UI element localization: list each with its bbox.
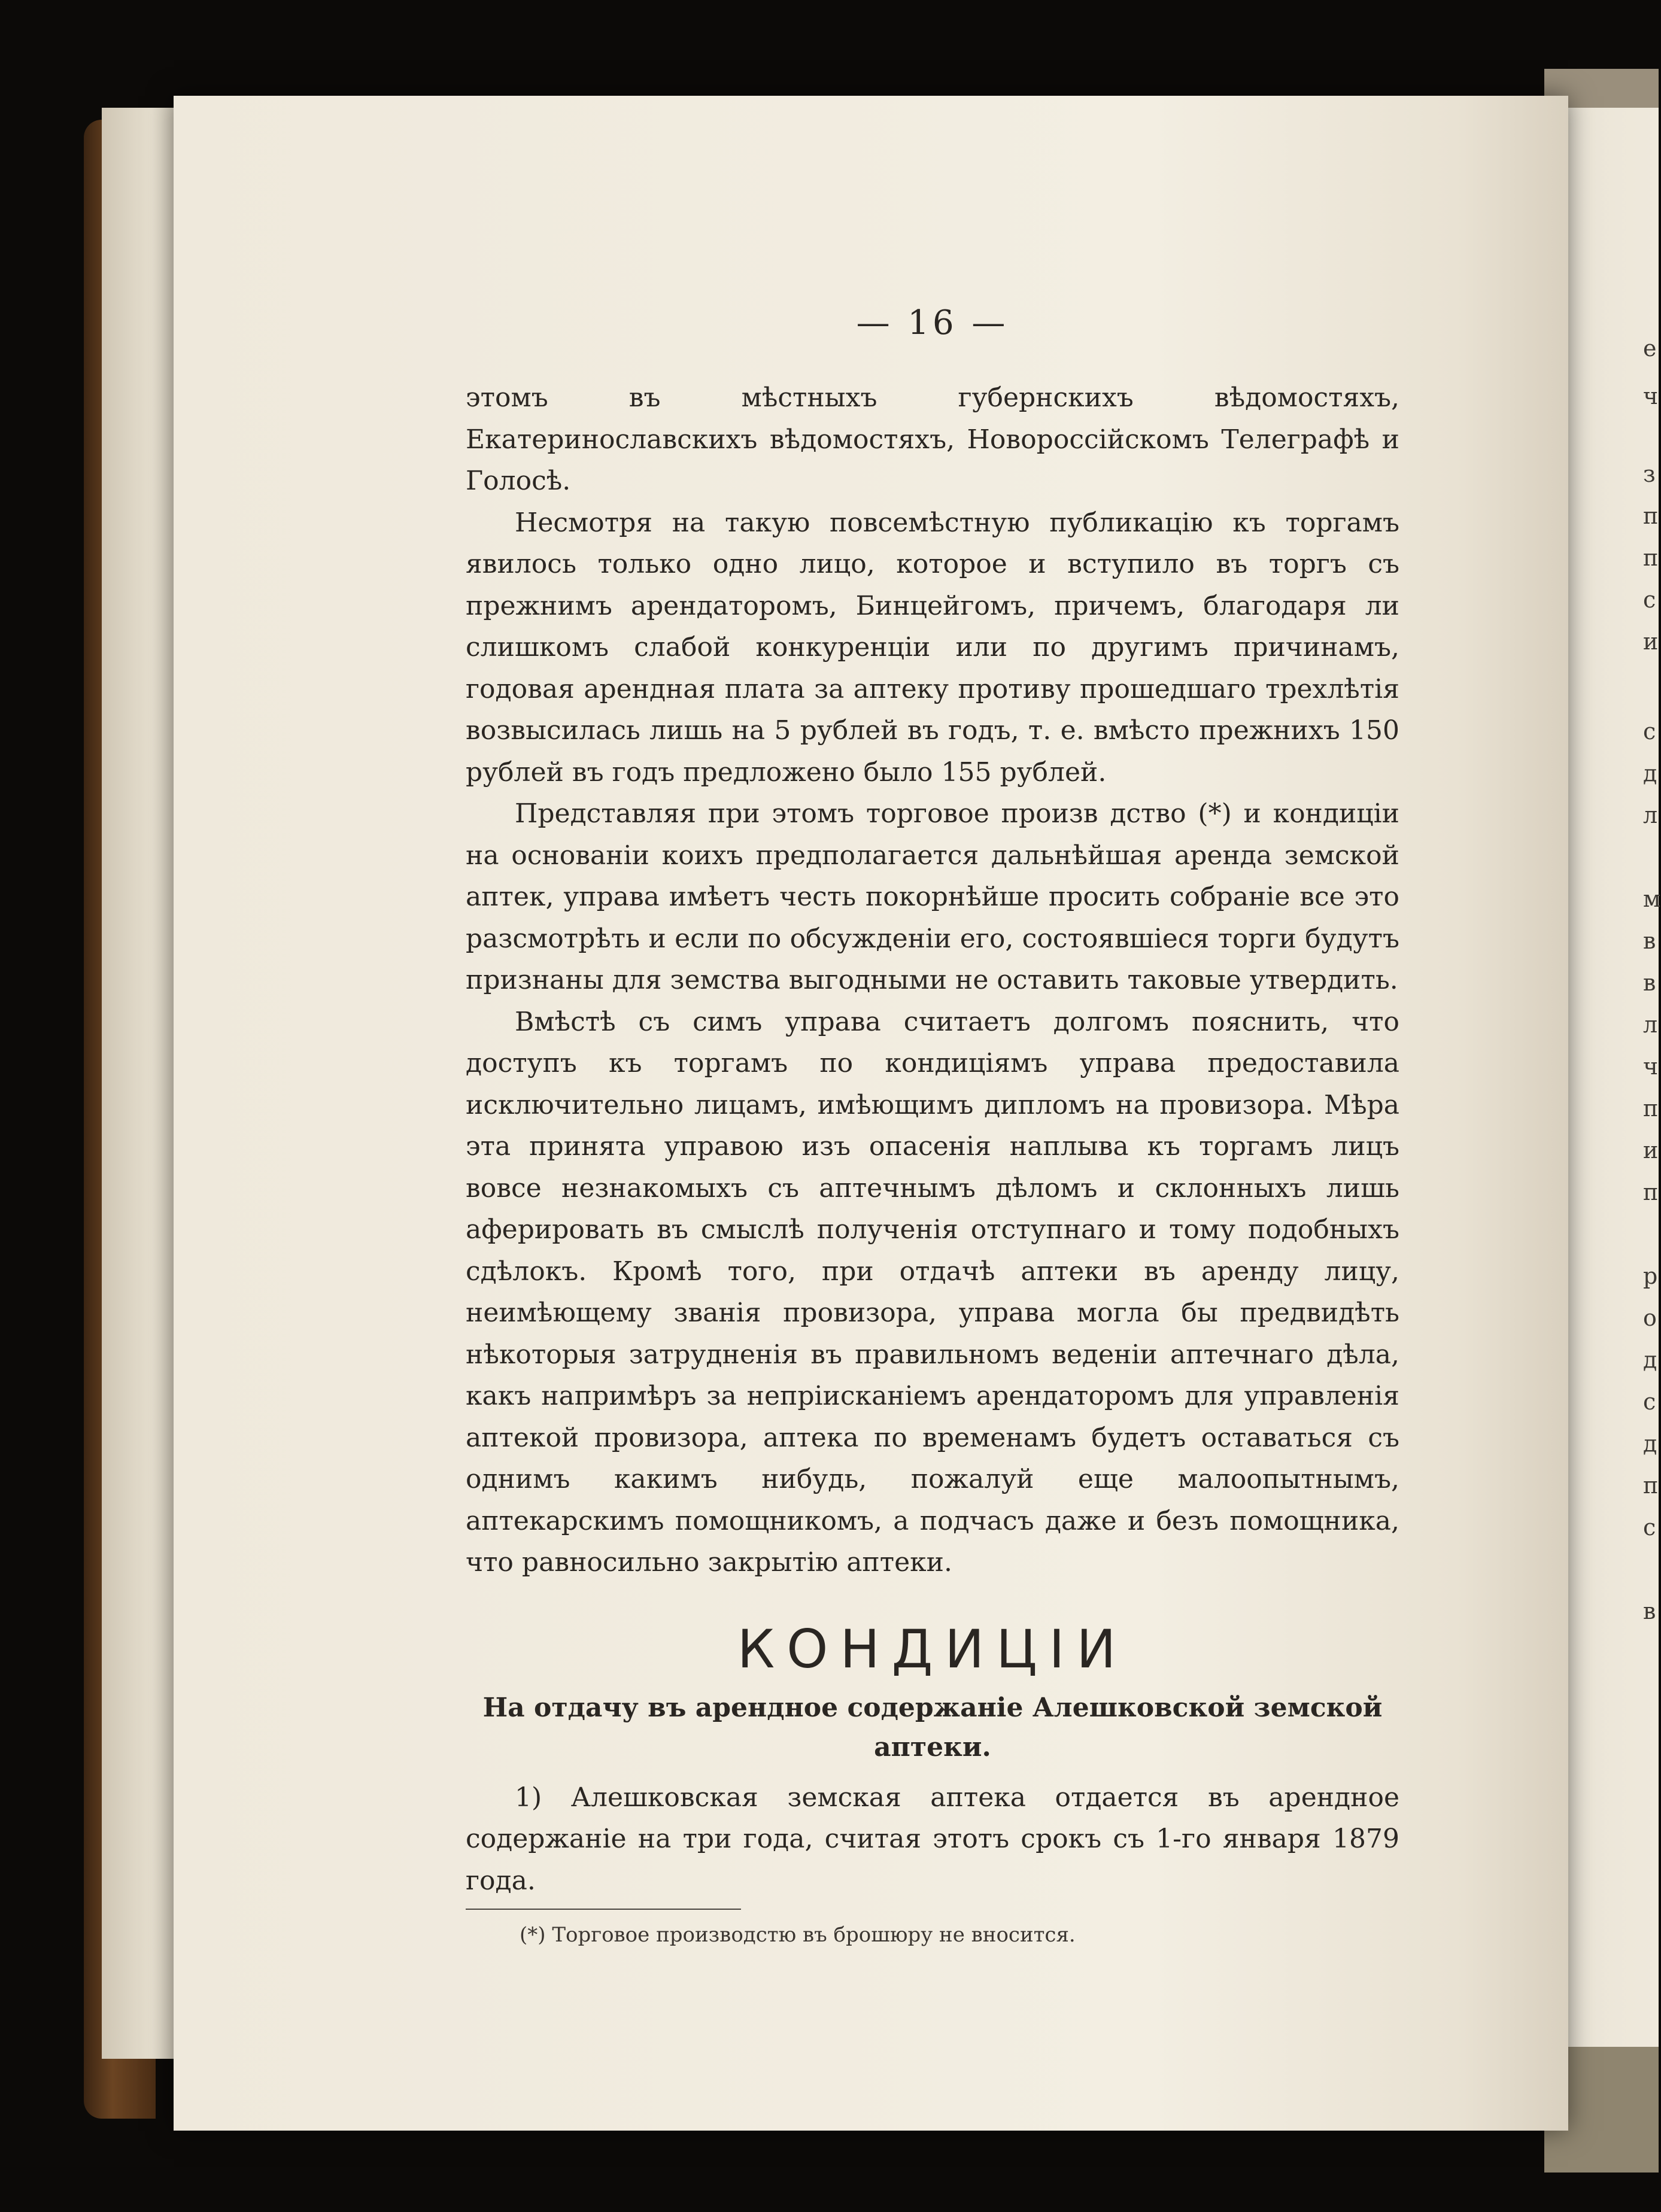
facing-page-fragment: д: [1643, 1430, 1657, 1457]
paragraph-publication: Несмотря на такую повсемѣстную публикацію къ торгамъ явилось только одно лицо, которое и вступило въ торгъ съ прежнимъ арендаторомъ, Бинцейгомъ, причемъ, благодаря ли слишкомъ слабой конкуренціи или по другимъ причинамъ, годовая арендная плата за аптеку противу прошедшаго трехлѣтія возвысилась лишь на 5 рублей въ годъ, т. е. вмѣсто прежнихъ 150 рублей въ годъ предложено было 155 рублей.: [466, 507, 1399, 788]
facing-page-fragment: ч: [1643, 383, 1659, 409]
facing-page-fragment: л: [1643, 1011, 1658, 1038]
facing-page-fragment: с: [1643, 587, 1656, 613]
facing-page-fragment: п: [1643, 1095, 1659, 1122]
facing-page-fragment: з: [1643, 461, 1656, 487]
facing-page-fragment: е: [1643, 335, 1657, 361]
footnote-divider: [466, 1909, 741, 1910]
facing-page-fragment: п: [1643, 1179, 1659, 1205]
facing-page-fragment: ч: [1643, 1053, 1659, 1080]
page-number: — 16 —: [856, 303, 1009, 342]
facing-page-fragment: и: [1643, 628, 1659, 655]
facing-page-fragment: с: [1643, 1514, 1656, 1540]
section-subheading: На отдачу въ арендное содержаніе Алешковской земской аптеки.: [482, 1692, 1383, 1763]
paragraph-continuation: этомъ въ мѣстныхъ губернскихъ вѣдомостяхъ, Екатеринославскихъ вѣдомостяхъ, Новороссійскомъ Телеграфѣ и Голосѣ.: [466, 382, 1399, 496]
facing-page-fragment: в: [1643, 970, 1656, 996]
section-heading: КОНДИЦІИ: [737, 1618, 1128, 1680]
footnote: (*) Торговое производстю въ брошюру не вносится.: [520, 1923, 1076, 1947]
facing-page-fragment: д: [1643, 1347, 1657, 1373]
facing-page-fragment: м: [1643, 886, 1661, 912]
condition-item-1: 1) Алешковская земская аптека отдается въ арендное содержаніе на три года, считая этотъ срокъ съ 1-го января 1879 года.: [466, 1782, 1399, 1896]
facing-page-fragment: п: [1643, 503, 1659, 529]
page-content: [466, 299, 1399, 1949]
facing-page-fragment: д: [1643, 760, 1657, 786]
paragraph-explanation: Вмѣстѣ съ симъ управа считаетъ долгомъ пояснить, что доступъ къ торгамъ по кондиціямъ управа предоставила исключительно лицамъ, имѣющимъ дипломъ на провизора. Мѣра эта принята управою изъ опасенія наплыва къ торгамъ лицъ вовсе незнакомыхъ съ аптечнымъ дѣломъ и склонныхъ лишь аферировать въ смыслѣ полученія отступнаго и тому подобныхъ сдѣлокъ. Кромѣ того, при отдачѣ аптеки въ аренду лицу, неимѣющему званія провизора, управа могла бы предвидѣть нѣкоторыя затрудненія въ правильномъ веденіи аптечнаго дѣла, какъ напримѣръ за непріисканіемъ арендаторомъ для управленія аптекой провизора, аптека по временамъ будетъ оставаться съ однимъ какимъ нибудь, пожалуй еще малоопытнымъ, аптекарскимъ помощникомъ, а подчасъ даже и безъ помощника, что равносильно закрытію аптеки.: [466, 1006, 1399, 1578]
facing-page-fragment: п: [1643, 545, 1659, 571]
facing-page-fragment: с: [1643, 1388, 1656, 1415]
facing-page-fragment: л: [1643, 802, 1658, 828]
facing-page-fragment: в: [1643, 1598, 1656, 1624]
facing-page-fragment: в: [1643, 928, 1656, 954]
facing-page-fragment: п: [1643, 1472, 1659, 1499]
page-stack-edge: [102, 108, 186, 2059]
facing-page-fragment: с: [1643, 718, 1656, 745]
facing-page-fragment: и: [1643, 1137, 1659, 1163]
facing-page-fragment: о: [1643, 1305, 1657, 1331]
facing-page-fragment: р: [1643, 1263, 1658, 1289]
paragraph-proposal: Представляя при этомъ торговое произв дство (*) и кондиціи на основаніи коихъ предполагается дальнѣйшая аренда земской аптек, управа имѣетъ честь покорнѣйше просить собраніе все это разсмотрѣть и если по обсужденіи его, состоявшіеся торги будутъ признаны для земства выгодными не оставить таковые утвердить.: [466, 798, 1399, 995]
